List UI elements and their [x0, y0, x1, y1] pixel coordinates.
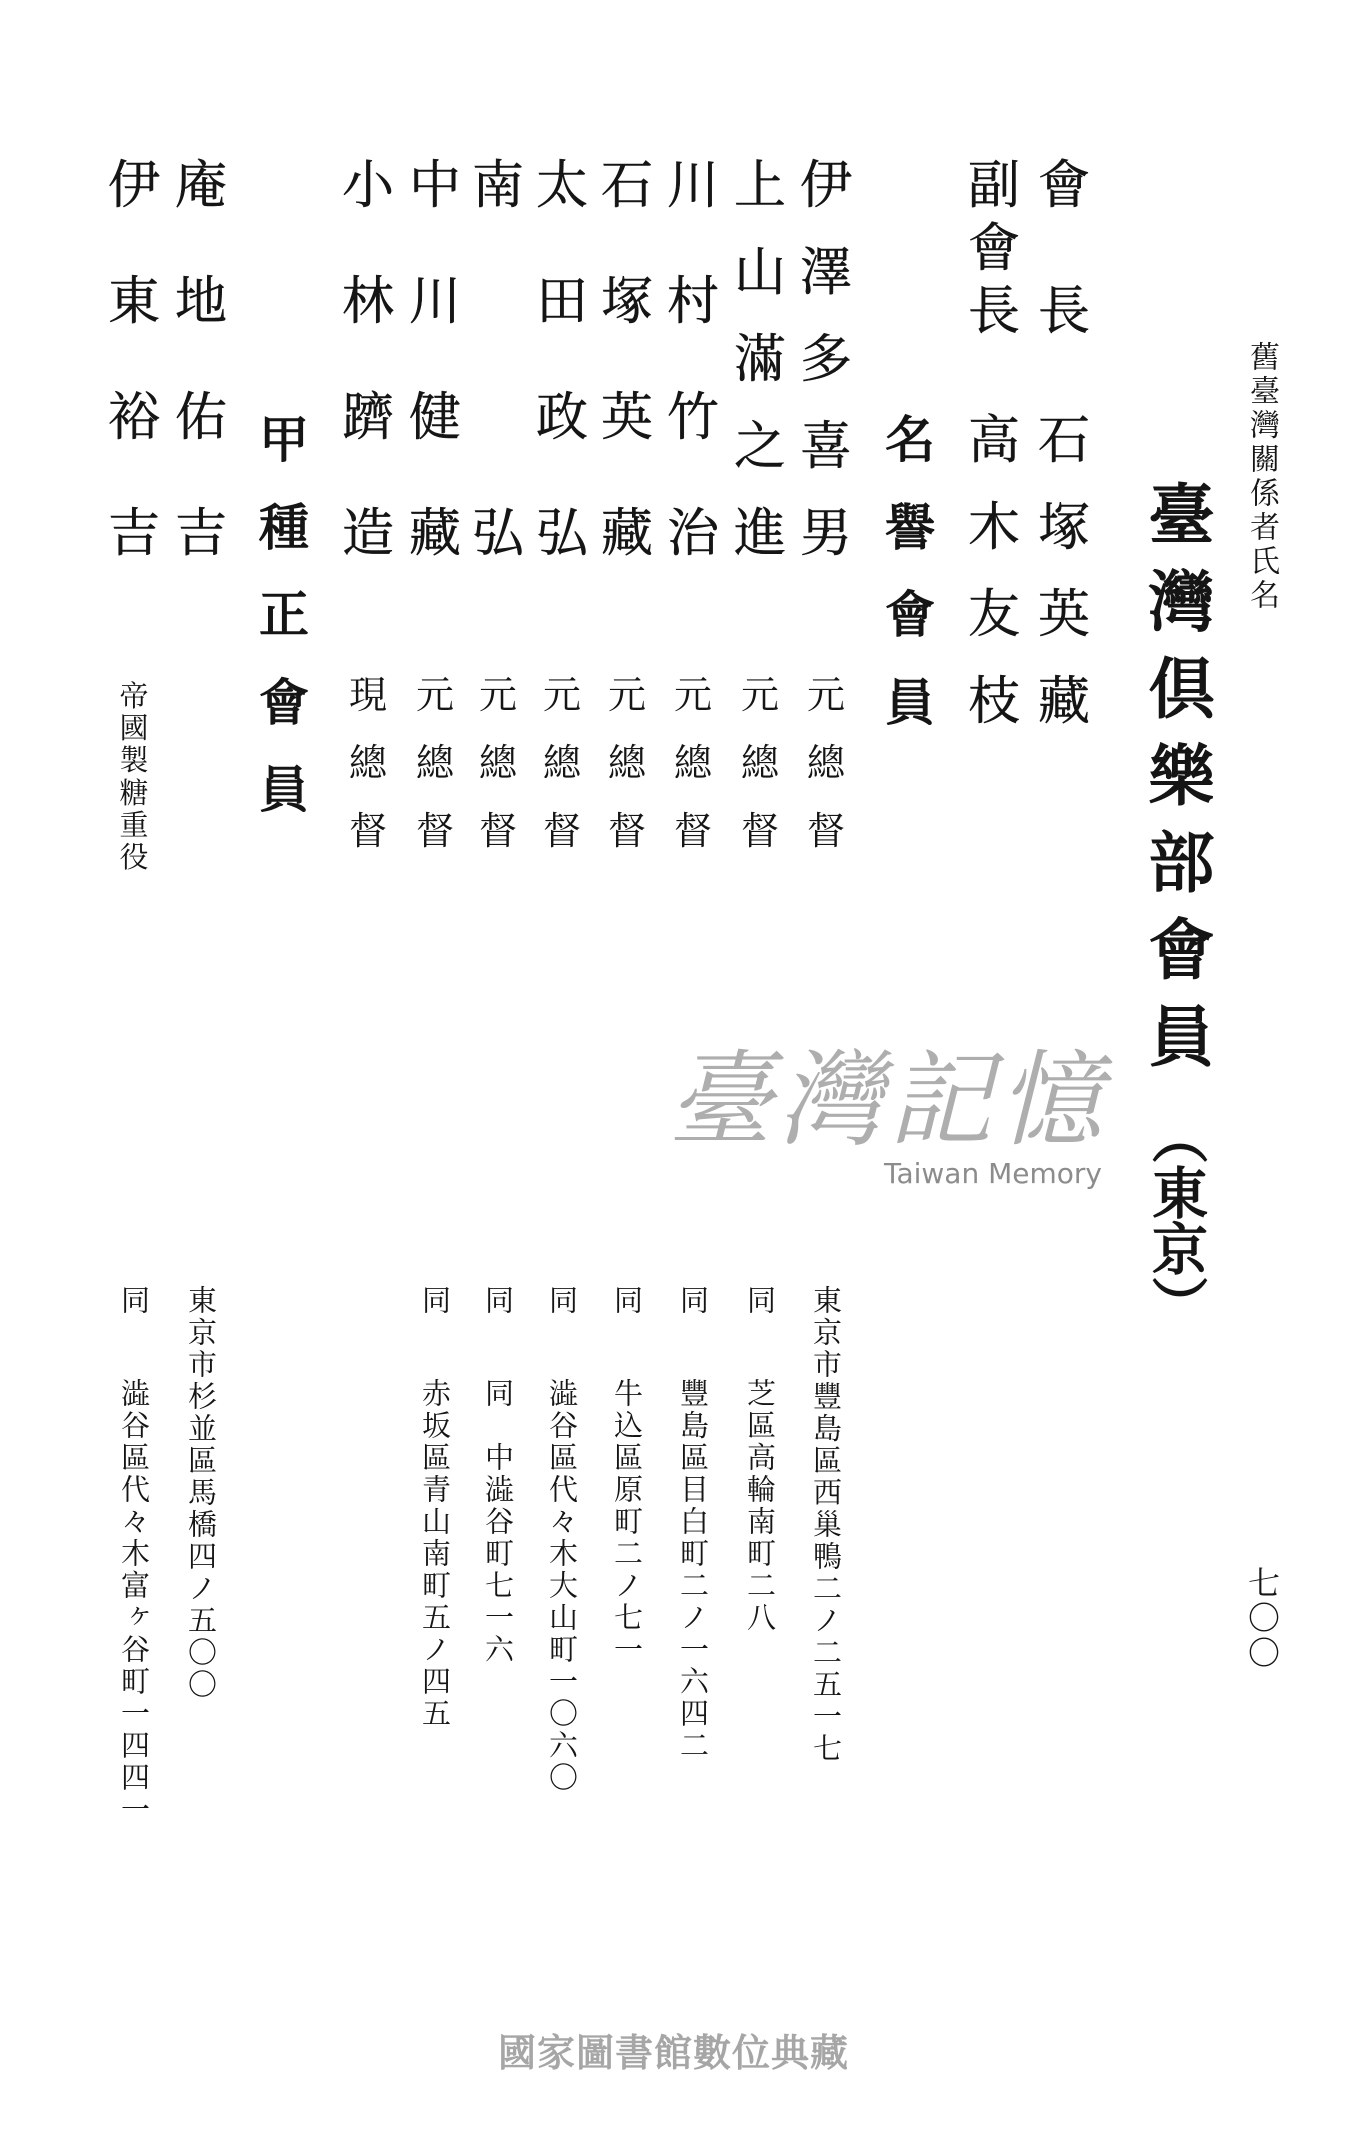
member-name	[171, 156, 231, 564]
name-char: 進	[733, 504, 786, 564]
member-position	[532, 673, 592, 853]
member-address: 東京市杉並區馬橋四ノ五〇〇	[184, 1285, 218, 1701]
member-position	[104, 679, 164, 874]
member-name	[597, 156, 657, 564]
name-char: 田	[535, 272, 588, 332]
name-char: 英	[1037, 585, 1090, 645]
position-char: 元	[607, 673, 646, 717]
role-char: 長	[1037, 282, 1090, 342]
member-entry	[405, 0, 465, 2130]
member-entry	[104, 0, 164, 2130]
heading-char: 種	[259, 498, 309, 557]
name-char: 庵	[174, 156, 227, 216]
name-char: 山	[733, 243, 786, 303]
position-char: 督	[415, 809, 454, 853]
heading-char: 會	[885, 586, 935, 645]
member-name	[104, 156, 164, 564]
name-char: 伊	[107, 156, 160, 216]
member-address-prefix: 同	[418, 1285, 452, 1317]
heading-char: 會	[259, 673, 309, 732]
name-char: 吉	[174, 504, 227, 564]
name-char: 男	[799, 504, 852, 564]
member-position	[730, 673, 790, 853]
name-char: 健	[408, 388, 461, 448]
watermark-caption: Taiwan Memory	[884, 1157, 1102, 1190]
name-char: 石	[1037, 411, 1090, 471]
member-position	[663, 673, 723, 853]
name-char: 滿	[733, 330, 786, 390]
title-location: （東京）	[1143, 1108, 1208, 1332]
member-address-prefix: 同	[743, 1285, 777, 1317]
heading-char: 甲	[259, 411, 309, 469]
member-address-prefix: 同	[117, 1285, 151, 1317]
name-char: 塚	[600, 272, 653, 332]
member-entry	[597, 0, 657, 2130]
name-char: 澤	[799, 243, 852, 303]
name-char: 林	[341, 272, 394, 332]
position-char: 總	[542, 741, 581, 785]
name-char: 地	[174, 272, 227, 332]
name-char: 伊	[799, 156, 852, 216]
heading-char: 員	[885, 673, 935, 732]
member-address-prefix: 同	[545, 1285, 579, 1317]
position-char: 督	[607, 809, 646, 853]
position-char: 元	[673, 673, 712, 717]
role-char: 會	[1037, 156, 1090, 216]
member-name	[532, 156, 592, 564]
position-char: 製	[119, 743, 149, 778]
heading-char: 譽	[885, 498, 935, 557]
name-char: 南	[471, 156, 524, 216]
page-title: 臺灣倶樂部會員	[1137, 480, 1214, 1089]
position-char: 督	[348, 809, 387, 853]
watermark-logo-text: 臺灣記憶	[668, 1039, 1109, 1161]
position-char: 督	[542, 809, 581, 853]
name-char: 太	[535, 156, 588, 216]
name-char: 村	[666, 272, 719, 332]
member-address: 澁谷區代々木大山町一〇六〇	[545, 1378, 579, 1794]
member-address: 芝區高輪南町二八	[743, 1378, 777, 1634]
member-address: 豐島區目白町二ノ一六四二	[676, 1378, 710, 1762]
member-address-prefix: 同	[610, 1285, 644, 1317]
name-char: 英	[600, 388, 653, 448]
name-char: 之	[733, 417, 786, 477]
running-header: 舊臺灣關係者氏名	[1244, 341, 1279, 613]
position-char: 督	[478, 809, 517, 853]
position-char: 督	[806, 809, 845, 853]
position-char: 督	[740, 809, 779, 853]
name-char: 木	[967, 498, 1020, 558]
member-address: 牛込區原町二ノ七一	[610, 1378, 644, 1666]
member-position	[597, 673, 657, 853]
position-char: 總	[740, 741, 779, 785]
officer-role	[1034, 156, 1094, 342]
member-name	[405, 156, 465, 564]
name-char: 塚	[1037, 498, 1090, 558]
role-char: 副	[967, 156, 1020, 216]
position-char: 元	[542, 673, 581, 717]
position-char: 元	[806, 673, 845, 717]
name-char: 佑	[174, 388, 227, 448]
position-char: 元	[415, 673, 454, 717]
position-char: 總	[478, 741, 517, 785]
footer-collection-credit: 國家圖書館數位典藏	[498, 2031, 850, 2075]
role-char: 會	[967, 219, 1020, 279]
position-char: 帝	[119, 679, 149, 713]
member-entry	[171, 0, 231, 2130]
position-char: 總	[607, 741, 646, 785]
position-char: 總	[348, 741, 387, 785]
member-entry	[338, 0, 398, 2130]
name-char: 藏	[600, 504, 653, 564]
name-char: 枝	[967, 672, 1020, 732]
name-char: 石	[600, 156, 653, 216]
member-address: 東京市豐島區西巢鴨二ノ二五一七	[809, 1285, 843, 1765]
name-char: 川	[666, 156, 719, 216]
name-char: 吉	[107, 504, 160, 564]
member-name	[468, 156, 528, 564]
position-char: 現	[348, 673, 387, 717]
member-name	[338, 156, 398, 564]
role-char: 長	[967, 282, 1020, 342]
officer-name	[964, 411, 1024, 732]
section-heading-class-a	[254, 411, 314, 819]
position-char: 總	[673, 741, 712, 785]
member-address: 赤坂區青山南町五ノ四五	[418, 1378, 452, 1730]
member-position	[468, 673, 528, 853]
member-address-prefix: 同	[481, 1285, 515, 1317]
name-char: 弘	[535, 504, 588, 564]
member-name	[730, 156, 790, 564]
member-address: 澁谷區代々木富ヶ谷町一四四一	[117, 1378, 151, 1826]
name-char: 弘	[471, 504, 524, 564]
member-address: 同 中澁谷町七一六	[481, 1378, 515, 1666]
member-entry	[468, 0, 528, 2130]
heading-char: 正	[259, 586, 309, 644]
section-class-a	[254, 0, 314, 2130]
name-char: 東	[107, 272, 160, 332]
member-name	[663, 156, 723, 564]
officer-role	[964, 156, 1024, 342]
name-char: 喜	[799, 417, 852, 477]
member-position	[405, 673, 465, 853]
section-heading-honorary	[880, 411, 940, 732]
member-name	[796, 156, 856, 564]
position-char: 役	[119, 839, 149, 874]
member-position	[338, 673, 398, 853]
name-char: 上	[733, 156, 786, 216]
member-position	[796, 673, 856, 853]
name-char: 友	[967, 585, 1020, 645]
member-entry	[532, 0, 592, 2130]
name-char: 中	[408, 156, 461, 216]
name-char: 竹	[666, 388, 719, 448]
heading-char: 名	[885, 411, 935, 469]
name-char: 高	[967, 411, 1020, 471]
name-char: 藏	[1037, 672, 1090, 732]
name-char: 多	[799, 330, 852, 390]
position-char: 總	[415, 741, 454, 785]
officer-name	[1034, 411, 1094, 732]
position-char: 重	[119, 807, 149, 842]
name-char: 躋	[341, 388, 394, 448]
name-char: 治	[666, 504, 719, 564]
position-char: 國	[119, 711, 149, 746]
name-char: 造	[341, 504, 394, 564]
member-address-prefix: 同	[676, 1285, 710, 1317]
name-char: 藏	[408, 504, 461, 564]
name-char: 裕	[107, 388, 160, 448]
heading-char: 員	[259, 761, 309, 819]
position-char: 元	[478, 673, 517, 717]
position-char: 元	[740, 673, 779, 717]
position-char: 督	[673, 809, 712, 853]
page-number: 七〇〇	[1243, 1566, 1281, 1671]
position-char: 糖	[119, 775, 149, 810]
name-char: 小	[341, 156, 394, 216]
name-char: 川	[408, 272, 461, 332]
name-char: 政	[535, 388, 588, 448]
position-char: 總	[806, 741, 845, 785]
